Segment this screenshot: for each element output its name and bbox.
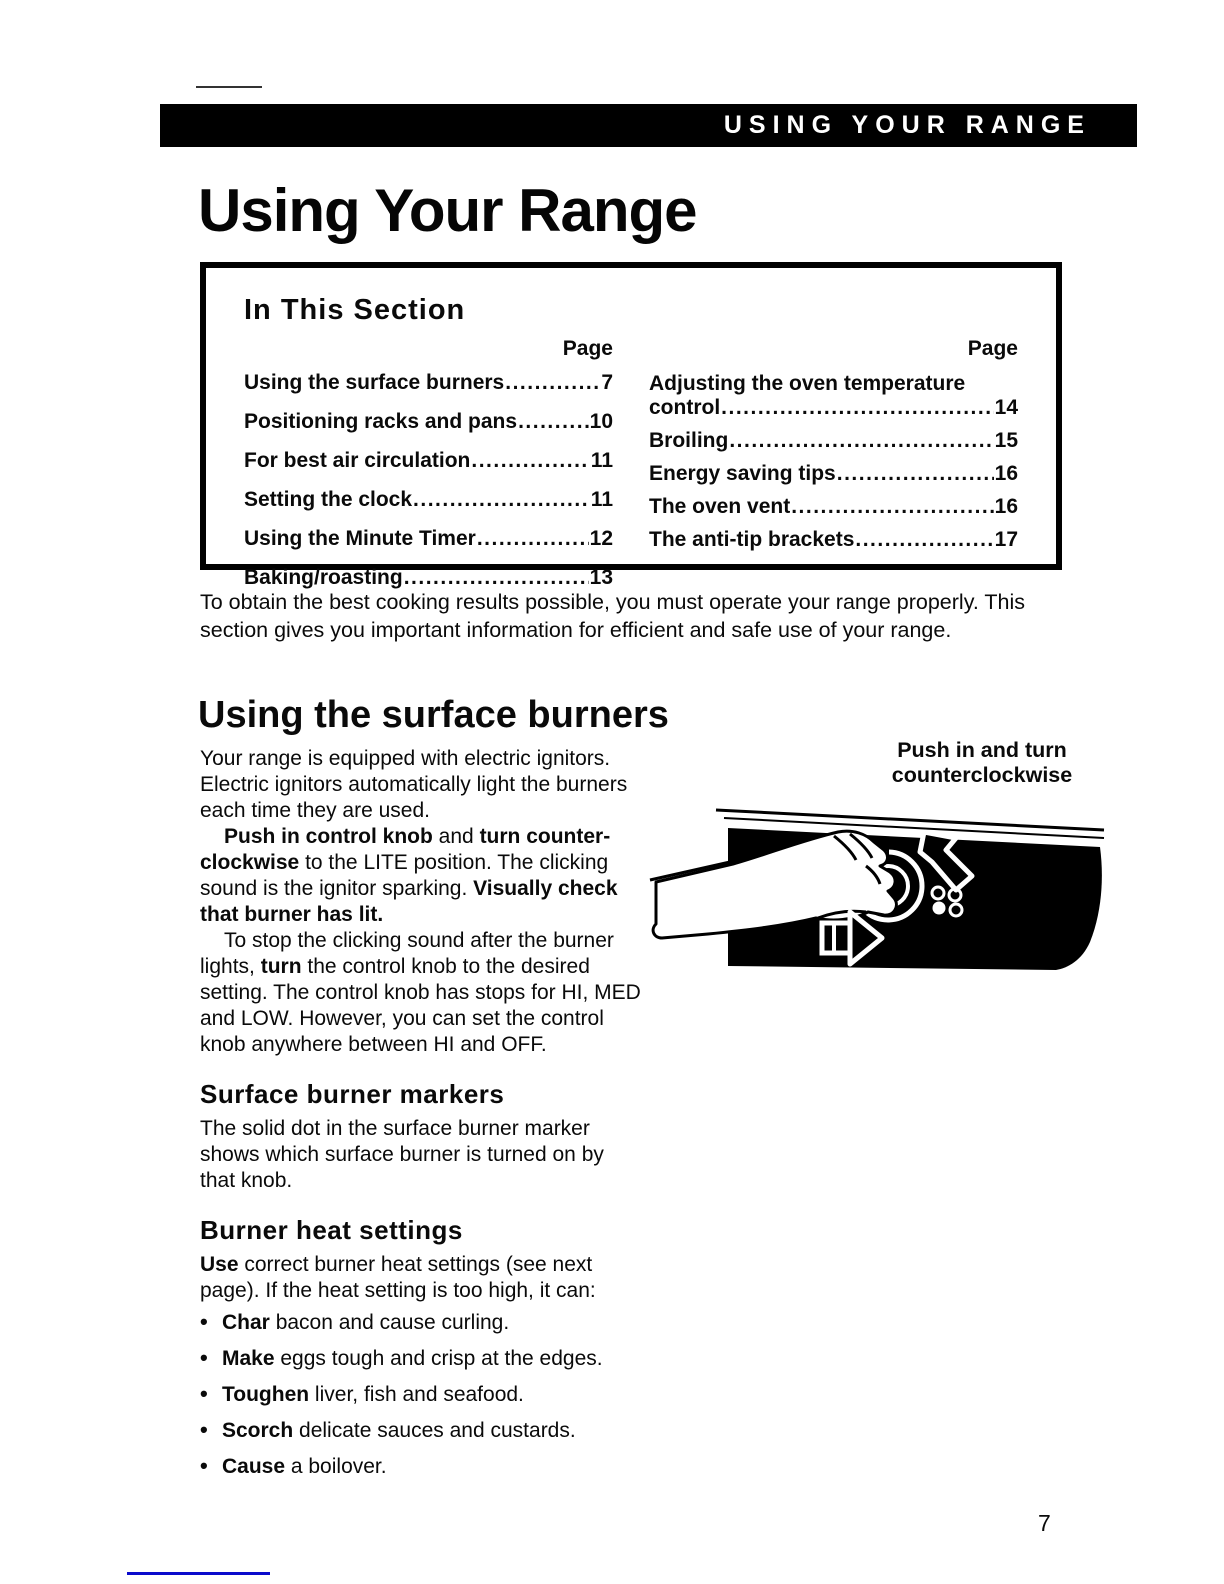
bullet-item [200, 1310, 642, 1336]
subsection-heading: Surface burner markers [200, 1079, 505, 1109]
toc-item [649, 462, 1018, 486]
toc-item-page: 15 [994, 429, 1018, 452]
toc-item [244, 488, 613, 512]
toc-item [649, 528, 1018, 552]
toc-page-column-label: Page [562, 337, 613, 360]
toc-dot-leader [837, 462, 994, 486]
body-paragraph: Your range is equipped with electric ignitors. Electric ignitors automatically light the burners each time they are used. [200, 747, 628, 822]
section-body-column [200, 746, 642, 1490]
toc-item-page: 16 [994, 495, 1018, 518]
bullet-item [200, 1418, 642, 1444]
toc-item-page: 17 [994, 528, 1018, 551]
bullet-item [200, 1454, 642, 1480]
toc-dot-leader [404, 566, 589, 590]
bullet-item [200, 1346, 642, 1372]
toc-dot-leader [477, 527, 589, 551]
toc-item [649, 371, 1018, 420]
heat-settings-bullet-list [200, 1310, 642, 1480]
toc-item-label: Adjusting the oven temperature [649, 372, 966, 395]
body-paragraph: Use correct burner heat settings (see next page). If the heat setting is too high, it can: [200, 1253, 596, 1302]
toc-left-column [244, 337, 613, 605]
toc-item-label: Broiling [649, 429, 729, 452]
toc-item-page: 11 [590, 488, 613, 511]
bullet-text: Cause a boilover. [222, 1455, 387, 1478]
toc-dot-leader [518, 410, 589, 434]
toc-page-column-label: Page [967, 337, 1018, 360]
toc-dot-leader [471, 449, 589, 473]
toc-item-label: Setting the clock [244, 488, 413, 511]
page-title: Using Your Range [198, 177, 697, 244]
toc-item [649, 429, 1018, 453]
toc-item-page: 14 [994, 396, 1018, 419]
toc-dot-leader [505, 371, 600, 395]
toc-item-label: The anti-tip brackets [649, 528, 855, 551]
toc-dot-leader [791, 495, 993, 519]
toc-heading: In This Section [244, 294, 466, 326]
bullet-text: Char bacon and cause curling. [222, 1311, 510, 1334]
toc-item-page: 7 [601, 371, 613, 394]
bullet-item [200, 1382, 642, 1408]
toc-item-label: Positioning racks and pans [244, 410, 518, 433]
toc-columns [244, 337, 1018, 605]
section-heading: Using the surface burners [198, 694, 669, 736]
bullet-dot: • [200, 1309, 208, 1334]
bullet-dot: • [200, 1381, 208, 1406]
knob-figure [638, 738, 1112, 992]
body-paragraph: The solid dot in the surface burner marker shows which surface burner is turned on by that knob. [200, 1117, 604, 1192]
toc-dot-leader [413, 488, 590, 512]
toc-item [649, 495, 1018, 519]
toc-item-page: 12 [589, 527, 613, 550]
toc-item-label: Using the Minute Timer [244, 527, 476, 550]
toc-item-label: The oven vent [649, 495, 791, 518]
toc-item [244, 449, 613, 473]
toc-item [244, 371, 613, 395]
page-number: 7 [1038, 1510, 1051, 1536]
toc-item-label: Energy saving tips [649, 462, 836, 485]
bullet-dot: • [200, 1345, 208, 1370]
hand-turning-knob-illustration [638, 792, 1112, 992]
toc-dot-leader [855, 528, 993, 552]
toc-item-page: 16 [994, 462, 1018, 485]
body-paragraph: Push in control knob and turn counter-clockwise to the LITE position. The clicking sound is the ignitor sparking. Visually check that burner has lit. [200, 825, 618, 926]
toc-dot-leader [729, 429, 993, 453]
footer-blue-line [127, 1572, 270, 1575]
toc-item-label: Baking/roasting [244, 566, 403, 589]
bullet-text: Make eggs tough and crisp at the edges. [222, 1347, 603, 1370]
subsection-heading: Burner heat settings [200, 1215, 463, 1245]
body-paragraph: To stop the clicking sound after the burner lights, turn the control knob to the desired setting. The control knob has stops for HI, MED and LOW. However, you can set the control knob anywhere between HI and OFF. [200, 929, 641, 1056]
intro-paragraph: To obtain the best cooking results possible, you must operate your range properly. This section gives you important information for efficient and safe use of your range. [200, 590, 1026, 642]
toc-right-column [649, 337, 1018, 605]
figure-caption: Push in and turn counterclockwise [891, 738, 1073, 787]
scan-artifact-dash [196, 86, 262, 88]
toc-dot-leader [721, 396, 993, 420]
bullet-text: Toughen liver, fish and seafood. [222, 1383, 524, 1406]
toc-item-label: Using the surface burners [244, 371, 505, 394]
header-bar [160, 104, 1137, 147]
toc-item [244, 527, 613, 551]
toc-item-label-line2: control [649, 396, 721, 419]
toc-item [244, 410, 613, 434]
toc-item-page: 10 [589, 410, 613, 433]
toc-item-page: 11 [590, 449, 613, 472]
toc-item [244, 566, 613, 590]
toc-box [200, 262, 1062, 589]
header-bar-text: USING YOUR RANGE [723, 111, 1091, 139]
bullet-text: Scorch delicate sauces and custards. [222, 1419, 576, 1442]
toc-item-label: For best air circulation [244, 449, 471, 472]
bullet-dot: • [200, 1453, 208, 1478]
bullet-dot: • [200, 1417, 208, 1442]
toc-item-page: 13 [589, 566, 613, 589]
